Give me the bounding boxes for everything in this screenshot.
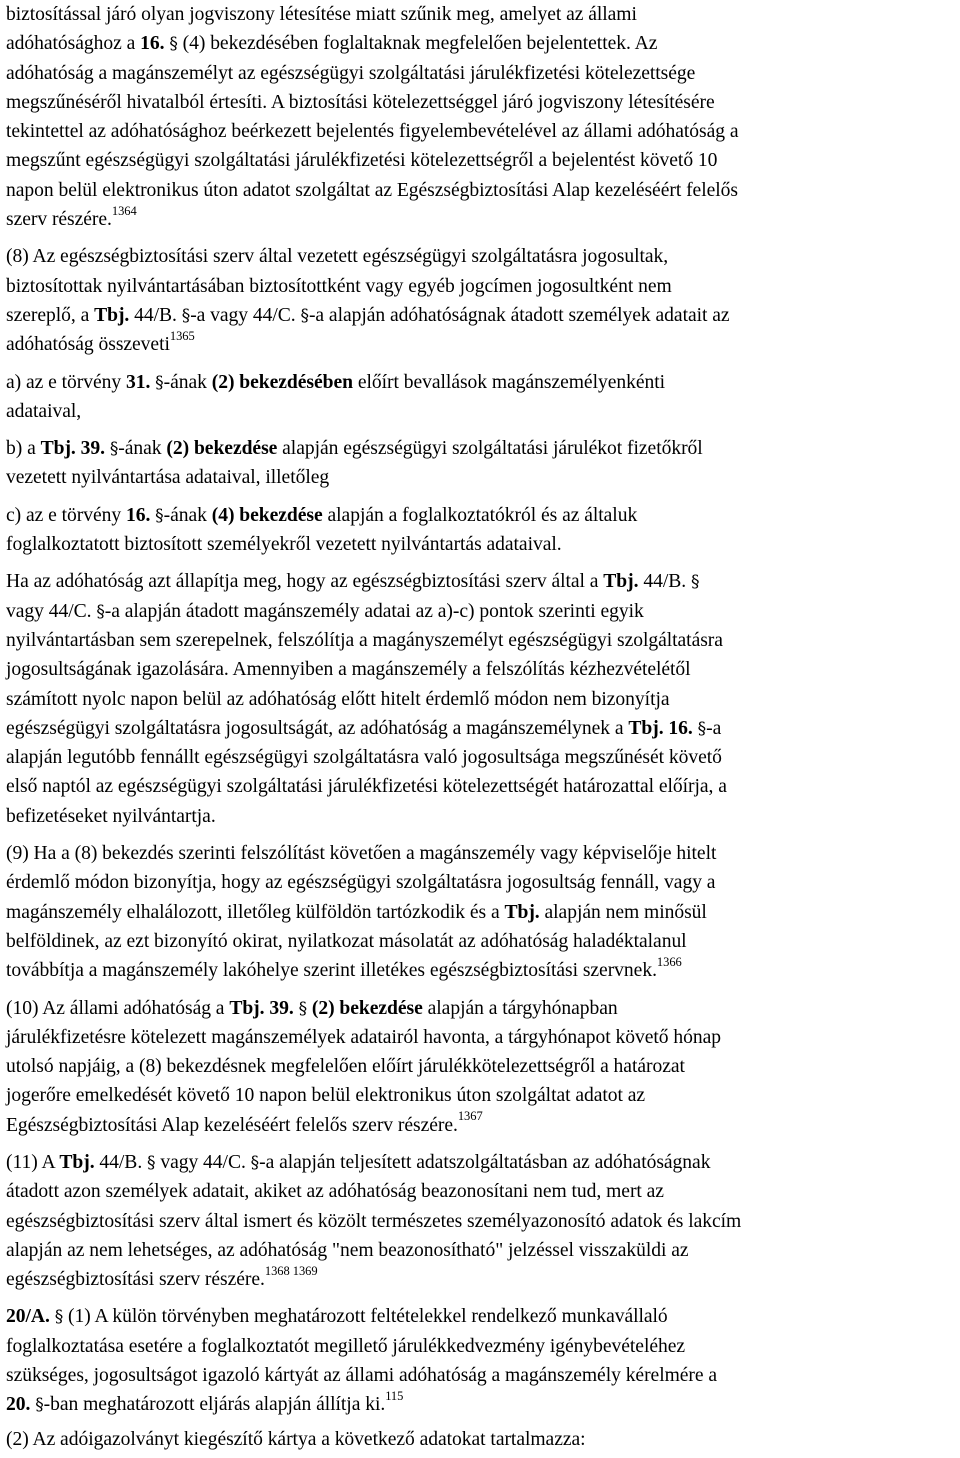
text-line (6, 1023, 958, 1052)
text-run: adataival, (6, 400, 82, 422)
bold-reference: 31. (125, 371, 151, 393)
text-run: -a (706, 717, 722, 739)
text-run: alapján legutóbb fennállt egészségügyi szolgáltatásra való jogosultsága megszűnését követő (6, 747, 722, 769)
document-page (6, 0, 958, 1454)
text-line (6, 330, 958, 359)
bold-reference: (2) bekezdésében (211, 371, 353, 393)
section-sign: § (35, 1395, 44, 1416)
text-line (6, 117, 958, 146)
text-run: foglalkoztatott biztosított személyekről vezetett nyilvántartás adataival. (6, 534, 562, 556)
bold-reference: Tbj. (603, 571, 639, 593)
paragraph-spacer (6, 1294, 958, 1302)
text-line (6, 434, 958, 463)
text-run: Ha az adóhatóság azt állapítja meg, hogy az egészségbiztosítási szerv által a (6, 571, 604, 593)
text-run: szereplő, a (6, 304, 95, 326)
text-run: c) az e törvény (6, 504, 126, 526)
text-line (6, 772, 958, 801)
text-run: 44/B. (638, 571, 691, 593)
text-run: 44/B. (94, 1151, 148, 1173)
text-line (6, 685, 958, 714)
text-line (6, 463, 958, 492)
text-run: (10) Az állami adóhatóság a (6, 997, 230, 1019)
text-run: -a alapján adóhatóságnak átadott személyek adatait az (308, 304, 730, 326)
text-run: -ának (163, 504, 212, 526)
text-run: megszűnt egészségügyi szolgáltatási járulékfizetési kötelezettségről a bejelentést követő 10 (6, 150, 718, 172)
section-sign: § (169, 34, 178, 55)
text-run: Egészségbiztosítási Alap kezeléséért felelős szerv részére. (6, 1114, 458, 1136)
text-line (6, 1177, 958, 1206)
text-run: egészségügyi szolgáltatásra jogosultságát, az adóhatóság a magánszemélynek a (6, 717, 629, 739)
section-sign: § (690, 572, 700, 593)
text-run: biztosítottak nyilvántartásában biztosítottként vagy egyéb jogcímen jogosultként nem (6, 275, 672, 297)
text-run: tekintettel az adóhatósághoz beérkezett bejelentés figyelembevételével az állami adóhatóság a (6, 121, 739, 143)
text-run: adóhatóság a magánszemélyt az egészségügyi szolgáltatási járulékfizetési kötelezettsége (6, 62, 696, 84)
text-line (6, 655, 958, 684)
section-sign: § (181, 305, 191, 326)
bold-reference: Tbj. (94, 304, 130, 326)
section-sign: § (298, 998, 308, 1019)
text-run: járulékfizetésre kötelezett magánszemélyek adatairól havonta, a tárgyhónapot követő hónap (6, 1026, 721, 1048)
text-line (6, 839, 958, 868)
text-line (6, 368, 958, 397)
text-line (6, 501, 958, 530)
text-run: alapján nem minősül (539, 901, 707, 923)
text-line (6, 29, 958, 58)
text-line (6, 743, 958, 772)
paragraph-spacer (6, 559, 958, 567)
text-run: továbbítja a magánszemély lakóhelye szerint illetékes egészségbiztosítási szervnek. (6, 960, 657, 982)
text-run: foglalkoztatása esetére a foglalkoztatót megillető járulékkedvezmény igénybevételéhez (6, 1335, 686, 1357)
text-run: megszűnéséről hivatalból értesíti. A biztosítási kötelezettséggel járó jogviszony létesítésére (6, 91, 715, 113)
paragraph-spacer (6, 986, 958, 994)
text-run: napon belül elektronikus úton adatot szolgáltat az Egészségbiztosítási Alap kezeléséért felelős (6, 179, 738, 201)
bold-reference: Tbj. (59, 1151, 95, 1173)
text-run: (1) A külön törvényben meghatározott feltételekkel rendelkező munkavállaló (63, 1306, 668, 1328)
section-sign: § (250, 1152, 260, 1173)
text-run: nyilvántartásban sem szerepelnek, felszólítja a magányszemélyt egészségügyi szolgáltatásra (6, 629, 723, 651)
section-sign: § (697, 718, 707, 739)
text-line (6, 1081, 958, 1110)
bold-reference: Tbj. 39. (40, 438, 105, 460)
bold-reference: 20. (6, 1394, 31, 1416)
paragraph-spacer (6, 493, 958, 501)
footnote-marker: 1365 (169, 328, 195, 343)
text-line (6, 956, 958, 985)
text-line (6, 176, 958, 205)
section-sign: § (155, 372, 164, 393)
text-run: vagy 44/C. (6, 600, 97, 622)
text-line (6, 1265, 958, 1294)
text-run: adóhatóság összeveti (6, 334, 170, 356)
bold-reference: (4) bekezdése (211, 504, 323, 526)
text-run: adóhatósághoz a (6, 33, 141, 55)
text-line (6, 146, 958, 175)
paragraph-spacer (6, 831, 958, 839)
text-run: utolsó napjáig, a (8) bekezdésnek megfelelően előírt járulékkötelezettségről a határozat (6, 1056, 685, 1078)
text-run: szerv részére. (6, 209, 112, 231)
text-line (6, 898, 958, 927)
text-run: szükséges, jogosultságot igazoló kártyát az állami adóhatóság a magánszemély kérelmére a (6, 1365, 718, 1387)
text-line (6, 597, 958, 626)
footnote-marker: 1364 (111, 203, 137, 218)
text-run: -a vagy 44/C. (190, 304, 301, 326)
text-line (6, 88, 958, 117)
text-run: (4) bekezdésében foglaltaknak megfelelően bejelentettek. Az (177, 33, 658, 55)
text-run: alapján az nem lehetséges, az adóhatóság "nem beazonosítható" jelzéssel visszaküldi az (6, 1239, 689, 1261)
text-line (6, 59, 958, 88)
text-run: vagy 44/C. (155, 1151, 251, 1173)
paragraph-spacer (6, 426, 958, 434)
text-run: -ban meghatározott eljárás alapján állítja ki. (43, 1394, 386, 1416)
text-run: első naptól az egészségügyi szolgáltatási járulékfizetési kötelezettségét határozattal előírja, a (6, 776, 727, 798)
text-run: -ának (118, 438, 167, 460)
footnote-marker: 115 (385, 1388, 404, 1403)
text-run: -ának (163, 371, 212, 393)
text-run: -a alapján teljesített adatszolgáltatásban az adóhatóságnak (259, 1151, 711, 1173)
text-run: biztosítással járó olyan jogviszony létesítése miatt szűnik meg, amelyet az állami (6, 4, 637, 25)
text-line (6, 1207, 958, 1236)
text-run: előírt bevallások magánszemélyenkénti (353, 371, 666, 393)
text-run: 44/B. (129, 304, 182, 326)
text-line (6, 272, 958, 301)
footnote-marker: 1367 (457, 1109, 483, 1124)
text-line (6, 714, 958, 743)
section-sign: § (155, 505, 164, 526)
section-sign: § (109, 439, 119, 460)
text-line (6, 802, 958, 831)
bold-reference: Tbj. 16. (628, 717, 693, 739)
text-line (6, 927, 958, 956)
bold-reference: 20/A. (6, 1306, 50, 1328)
text-run: érdemlő módon bizonyítja, hogy az egészségügyi szolgáltatásra jogosultság fennáll, vagy a (6, 872, 716, 894)
section-sign: § (300, 305, 309, 326)
text-run: (2) Az adóigazolványt kiegészítő kártya a következő adatokat tartalmazza: (6, 1428, 586, 1450)
text-line (6, 530, 958, 559)
text-run: (8) Az egészségbiztosítási szerv által vezetett egészségügyi szolgáltatásra jogosultak, (6, 246, 669, 268)
text-line (6, 868, 958, 897)
text-run: magánszemély elhalálozott, illetőleg külföldön tartózkodik és a (6, 901, 505, 923)
text-run: alapján a tárgyhónapban (422, 997, 618, 1019)
bold-reference: (2) bekezdése (311, 997, 423, 1019)
text-line (6, 994, 958, 1023)
text-run: (11) A (6, 1151, 60, 1173)
text-run: vezetett nyilvántartása adataival, illetőleg (6, 467, 330, 489)
text-line (6, 301, 958, 330)
bold-reference: 16. (140, 33, 165, 55)
text-line (6, 1390, 958, 1419)
bold-reference: (2) bekezdése (166, 438, 278, 460)
bold-reference: 16. (125, 504, 151, 526)
text-line (6, 0, 958, 29)
footnote-marker: 1366 (656, 954, 682, 969)
text-run: egészségbiztosítási szerv által ismert és közölt természetes személyazonosító adatok és lakcím (6, 1210, 742, 1232)
text-run: alapján a foglalkoztatókról és az általuk (322, 504, 638, 526)
text-line (6, 242, 958, 271)
footnote-marker: 1368 1369 (264, 1263, 318, 1278)
text-run: b) a (6, 438, 41, 460)
text-run: (9) Ha a (8) bekezdés szerinti felszólítást követően a magánszemély vagy képviselője hitelt (6, 843, 717, 865)
text-line (6, 1111, 958, 1140)
text-line (6, 205, 958, 234)
text-line (6, 1361, 958, 1390)
bold-reference: Tbj. 39. (229, 997, 294, 1019)
text-run: számított nyolc napon belül az adóhatóság előtt hitelt érdemlő módon nem bizonyítja (6, 688, 670, 710)
text-line (6, 397, 958, 426)
text-run: belföldinek, az ezt bizonyító okirat, nyilatkozat másolatát az adóhatóság haladéktalanul (6, 930, 687, 952)
text-run: -a alapján átadott magánszemély adatai az a)-c) pontok szerinti egyik (104, 600, 644, 622)
paragraph-spacer (6, 360, 958, 368)
text-run: átadott azon személyek adatait, akiket az adóhatóság beazonosítani nem tud, mert az (6, 1181, 664, 1203)
text-line (6, 626, 958, 655)
paragraph-spacer (6, 1140, 958, 1148)
section-sign: § (54, 1307, 64, 1328)
text-run: befizetéseket nyilvántartja. (6, 805, 216, 827)
text-run: a) az e törvény (6, 371, 126, 393)
text-run: egészségbiztosítási szerv részére. (6, 1269, 265, 1291)
section-sign: § (147, 1152, 156, 1173)
bold-reference: Tbj. (504, 901, 540, 923)
text-run: alapján egészségügyi szolgáltatási járulékot fizetőkről (277, 438, 703, 460)
text-line (6, 1148, 958, 1177)
paragraph-spacer (6, 234, 958, 242)
text-line (6, 1425, 958, 1454)
text-line (6, 1302, 958, 1331)
text-line (6, 1052, 958, 1081)
text-line (6, 567, 958, 596)
text-line (6, 1236, 958, 1265)
text-run: jogosultságának igazolására. Amennyiben a magánszemély a felszólítás kézhezvételétől (6, 659, 691, 681)
section-sign: § (96, 601, 105, 622)
text-line (6, 1332, 958, 1361)
text-run: jogerőre emelkedését követő 10 napon belül elektronikus úton szolgáltat adatot az (6, 1085, 646, 1107)
